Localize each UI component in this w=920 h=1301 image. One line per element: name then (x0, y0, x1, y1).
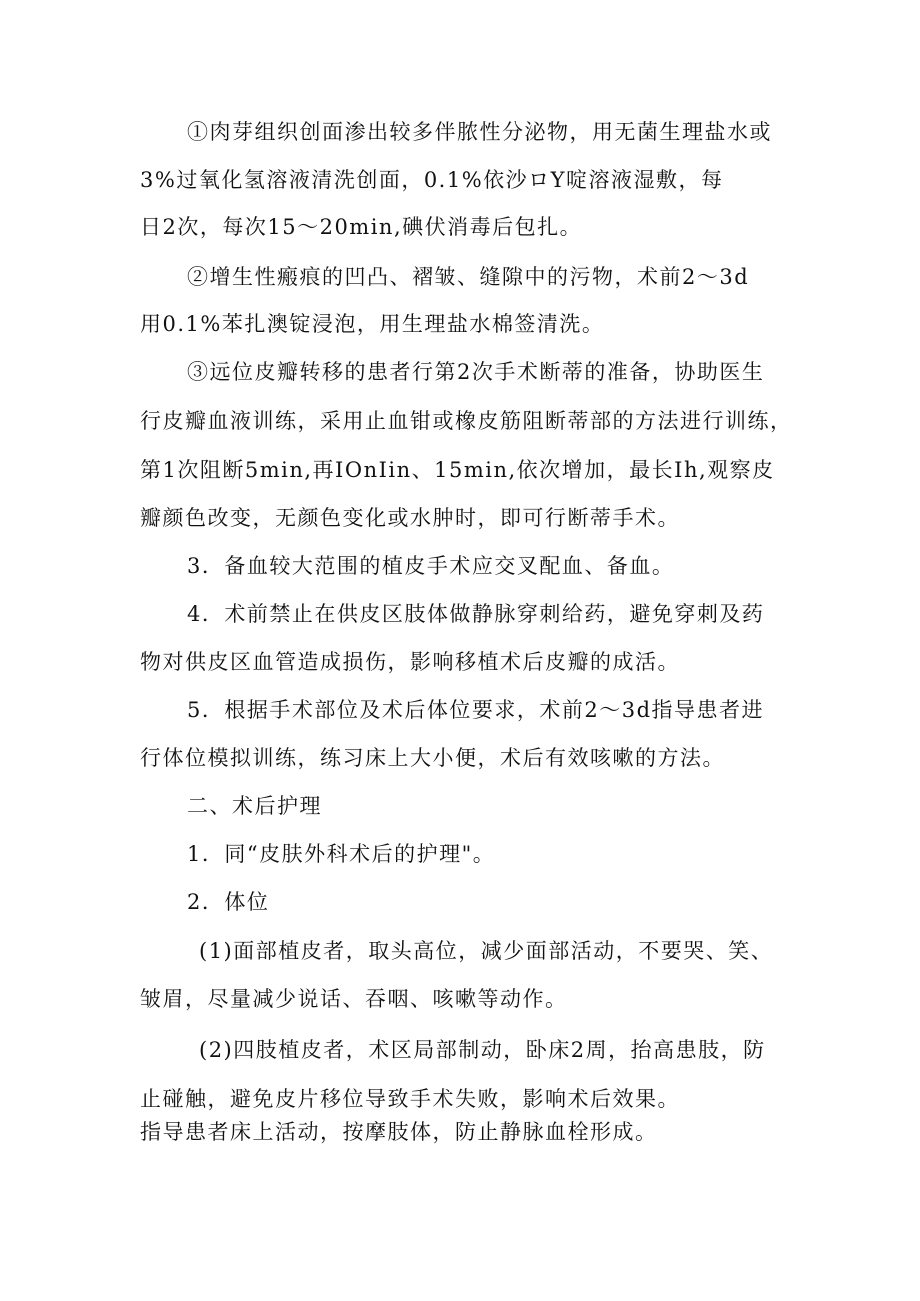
paragraph-line: 用0.1%苯扎澳锭浸泡，用生理盐水棉签清洗。 (140, 312, 605, 336)
paragraph-line: 物对供皮区血管造成损伤，影响移植术后皮瓣的成活。 (140, 650, 680, 674)
paragraph-line: (2)四肢植皮者，术区局部制动，卧床2周，抬高患肢，防 (199, 1038, 766, 1062)
paragraph-line: 行体位模拟训练，练习床上大小便，术后有效咳嗽的方法。 (140, 746, 725, 770)
paragraph-line: 3．备血较大范围的植皮手术应交叉配血、备血。 (187, 554, 675, 578)
paragraph-line: 5．根据手术部位及术后体位要求，术前2〜3d指导患者进 (187, 698, 765, 722)
paragraph-line: (1)面部植皮者，取头高位，减少面部活动，不要哭、笑、 (199, 939, 774, 963)
paragraph-line: 皱眉，尽量减少说话、吞咽、咳嗽等动作。 (140, 987, 568, 1011)
paragraph-line: 4．术前禁止在供皮区肢体做静脉穿刺给药，避免穿刺及药 (187, 602, 765, 626)
paragraph-line: 日2次，每次15〜20min,碘伏消毒后包扎。 (140, 215, 583, 239)
paragraph-line: ②增生性瘢痕的凹凸、褶皱、缝隙中的污物，术前2〜3d (187, 265, 750, 289)
paragraph-line: 瓣颜色改变，无颜色变化或水肿时，即可行断蒂手术。 (140, 506, 680, 530)
paragraph-line: 第1次阻断5min,再IOnIin、15min,依次增加，最长Ih,观察皮 (140, 458, 775, 482)
paragraph-line: 3%过氧化氢溶液清洗创面，0.1%依沙ロY啶溶液湿敷，每 (140, 168, 724, 192)
paragraph-line: 指导患者床上活动，按摩肢体，防止静脉血栓形成。 (140, 1120, 658, 1144)
paragraph-line: 止碰触，避免皮片移位导致手术失败，影响术后效果。 (140, 1087, 680, 1111)
paragraph-line: 2．体位 (187, 890, 270, 914)
section-heading: 二、术后护理 (187, 794, 322, 818)
paragraph-line: 行皮瓣血液训练，采用止血钳或橡皮筋阻断蒂部的方法进行训练， (140, 409, 793, 433)
paragraph-line: 1．同“皮肤外科术后的护理"。 (187, 842, 496, 866)
paragraph-line: ①肉芽组织创面渗出较多伴脓性分泌物，用无菌生理盐水或 (187, 120, 772, 144)
paragraph-line: ③远位皮瓣转移的患者行第2次手术断蒂的准备，协助医生 (187, 360, 765, 384)
